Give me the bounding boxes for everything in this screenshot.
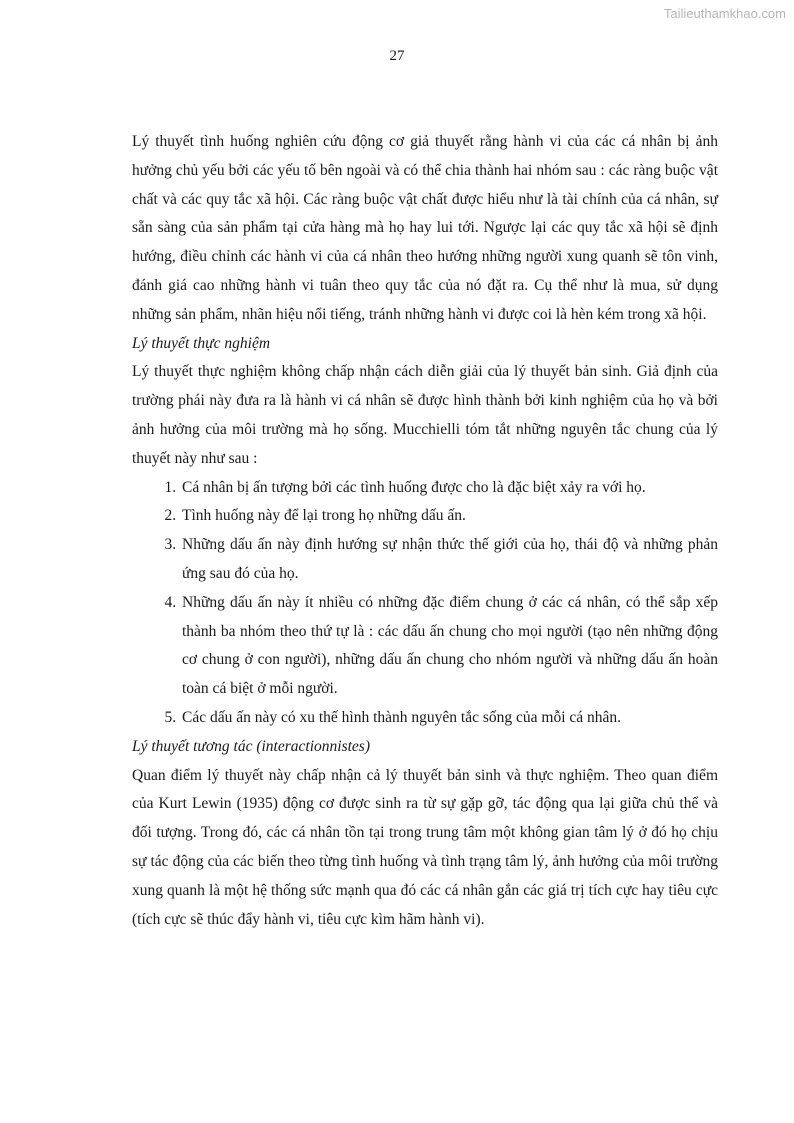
list-item: 5. Các dấu ấn này có xu thế hình thành nguyên tắc sống của mỗi cá nhân. [180,704,718,733]
list-item: 4. Những dấu ấn này ít nhiều có những đặc điểm chung ở các cá nhân, có thể sắp xếp thành ba nhóm theo thứ tự là : các dấu ấn chung cho mọi người (tạo nên những động cơ chung ở con người), những dấu ấn chung cho nhóm người và những dấu ấn hoàn toàn cá biệt ở mỗi người. [180,589,718,704]
page-number: 27 [389,48,405,64]
list-item: 2. Tình huống này để lại trong họ những dấu ấn. [180,502,718,531]
watermark: Tailieuthamkhao.com [663,6,786,21]
heading-empirical-theory: Lý thuyết thực nghiệm [132,334,271,352]
list-item: 3. Những dấu ấn này định hướng sự nhận thức thế giới của họ, thái độ và những phản ứng sau đó của họ. [180,531,718,589]
heading-interaction-theory: Lý thuyết tương tác (interactionnistes) [132,737,370,755]
paragraph-interaction-theory: Quan điểm lý thuyết này chấp nhận cả lý thuyết bản sinh và thực nghiệm. Theo quan điểm của Kurt Lewin (1935) động cơ được sinh ra từ sự gặp gỡ, tác động qua lại giữa chủ thể và đối tượng. Trong đó, các cá nhân tồn tại trong trung tâm một không gian tâm lý ở đó họ chịu sự tác động của các biến theo từng tình huống và tình trạng tâm lý, ảnh hưởng của môi trường xung quanh là một hệ thống sức mạnh qua đó các cá nhân gắn các giá trị tích cực hay tiêu cực (tích cực sẽ thúc đẩy hành vi, tiêu cực kìm hãm hành vi). [132,766,718,928]
list-item: 1. Cá nhân bị ấn tượng bởi các tình huống được cho là đặc biệt xảy ra với họ. [180,474,718,503]
document-body [132,128,718,934]
principles-list [132,474,718,733]
paragraph-empirical-theory: Lý thuyết thực nghiệm không chấp nhận cách diễn giải của lý thuyết bản sinh. Giả định của trường phái này đưa ra là hành vi cá nhân sẽ được hình thành bởi kinh nghiệm của họ và bởi ảnh hưởng của môi trường mà họ sống. Mucchielli tóm tắt những nguyên tắc chung của lý thuyết này như sau : [132,363,718,467]
paragraph-situational-theory: Lý thuyết tình huống nghiên cứu động cơ giả thuyết rằng hành vi của các cá nhân bị ảnh hưởng chủ yếu bởi các yếu tố bên ngoài và có thể chia thành hai nhóm sau : các ràng buộc vật chất và các quy tắc xã hội. Các ràng buộc vật chất được hiểu như là tài chính của cá nhân, sự sẵn sàng của sản phẩm tại cửa hàng mà họ hay lui tới. Ngược lại các quy tắc xã hội sẽ định hướng, điều chỉnh các hành vi của cá nhân theo hướng những người xung quanh sẽ tôn vinh, đánh giá cao những hành vi tuân theo quy tắc của nó đặt ra. Cụ thể như là mua, sử dụng những sản phẩm, nhãn hiệu nổi tiếng, tránh những hành vi được coi là hèn kém trong xã hội. [132,133,718,323]
